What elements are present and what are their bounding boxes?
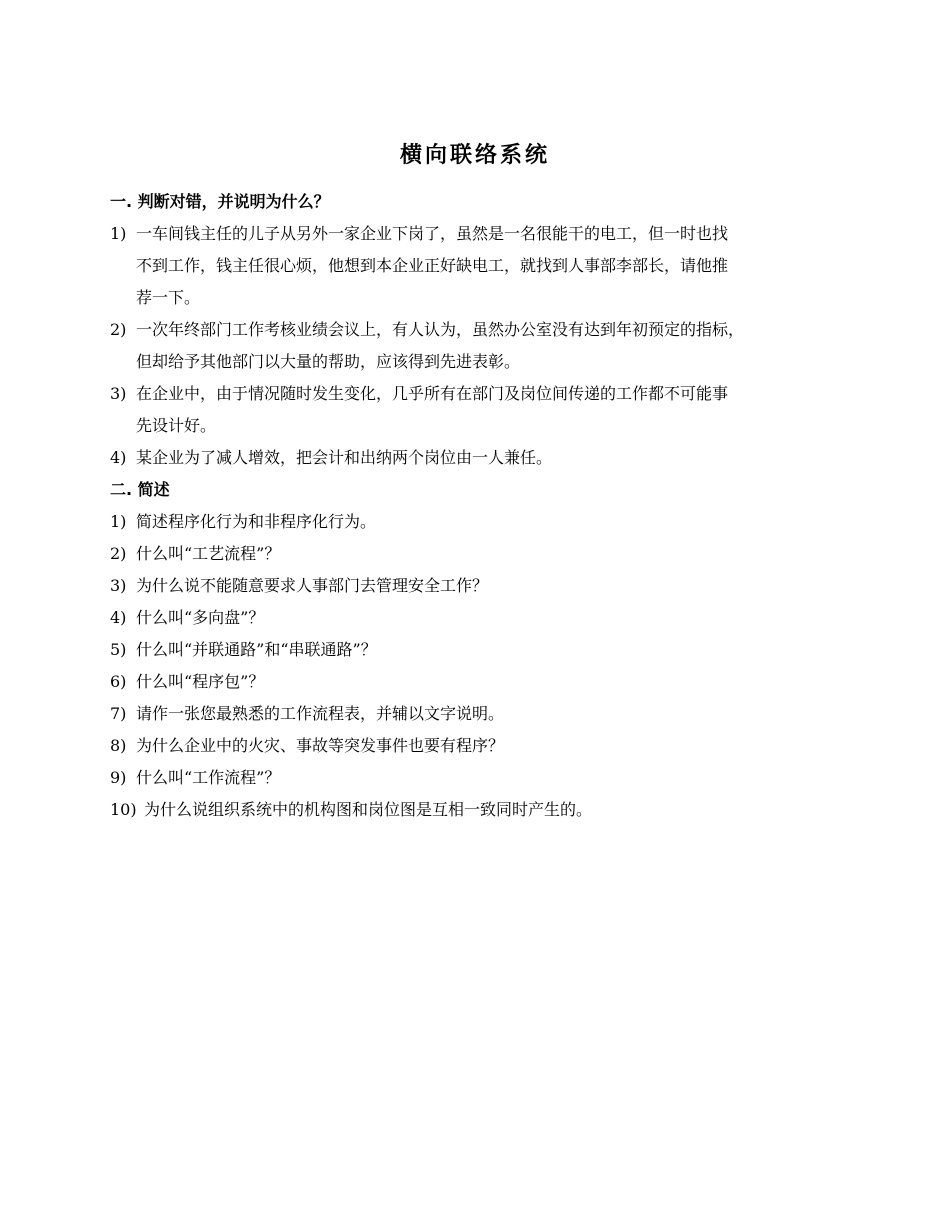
section-heading-judgement: 一. 判断对错，并说明为什么？	[110, 192, 330, 211]
question-text: 什么叫“程序包”？	[136, 672, 265, 691]
question-number: 3)	[110, 384, 127, 403]
question-item	[110, 730, 870, 762]
section-heading-summary: 二. 简述	[110, 480, 170, 499]
question-number: 9)	[110, 768, 127, 787]
question-item	[110, 218, 870, 314]
question-number: 8)	[110, 736, 127, 755]
question-text: 为什么说组织系统中的机构图和岗位图是互相一致同时产生的。	[144, 800, 593, 819]
question-text: 请作一张您最熟悉的工作流程表，并辅以文字说明。	[136, 704, 505, 723]
question-text: 为什么说不能随意要求人事部门去管理安全工作？	[136, 576, 489, 595]
question-item	[110, 602, 870, 634]
question-item	[110, 762, 870, 794]
question-item	[110, 666, 870, 698]
question-number: 1)	[110, 224, 127, 243]
question-item	[110, 794, 870, 826]
question-number: 4)	[110, 448, 127, 467]
question-item	[110, 698, 870, 730]
question-text: 简述程序化行为和非程序化行为。	[136, 512, 377, 531]
question-number: 4)	[110, 608, 127, 627]
question-text: 某企业为了减人增效，把会计和出纳两个岗位由一人兼任。	[136, 448, 553, 467]
question-number: 5)	[110, 640, 127, 659]
question-item	[110, 538, 870, 570]
question-text: 什么叫“并联通路”和“串联通路”？	[136, 640, 377, 659]
question-text: 一车间钱主任的儿子从另外一家企业下岗了，虽然是一名很能干的电工，但一时也找 不到工作，钱主任很心烦，他想到本企业正好缺电工，就找到人事部李部长，请他推 荐一下。	[136, 224, 729, 307]
question-number: 3)	[110, 576, 127, 595]
question-text: 在企业中，由于情况随时发生变化，几乎所有在部门及岗位间传递的工作都不可能事 先设计好。	[136, 384, 729, 435]
question-number: 7)	[110, 704, 127, 723]
question-item	[110, 506, 870, 538]
question-number: 2)	[110, 320, 127, 339]
question-number: 1)	[110, 512, 127, 531]
question-text: 一次年终部门工作考核业绩会议上，有人认为，虽然办公室没有达到年初预定的指标， 但却给予其他部门以大量的帮助，应该得到先进表彰。	[136, 320, 745, 371]
question-item	[110, 570, 870, 602]
question-number: 10)	[110, 800, 137, 819]
question-item	[110, 634, 870, 666]
question-item	[110, 314, 870, 378]
document-body	[110, 186, 870, 826]
question-text: 什么叫“多向盘”？	[136, 608, 265, 627]
question-text: 为什么企业中的火灾、事故等突发事件也要有程序？	[136, 736, 505, 755]
document-title: 横向联络系统	[399, 143, 550, 168]
question-item	[110, 378, 870, 442]
question-number: 2)	[110, 544, 127, 563]
question-item	[110, 442, 870, 474]
question-text: 什么叫“工作流程”？	[136, 768, 281, 787]
question-number: 6)	[110, 672, 127, 691]
question-text: 什么叫“工艺流程”？	[136, 544, 281, 563]
